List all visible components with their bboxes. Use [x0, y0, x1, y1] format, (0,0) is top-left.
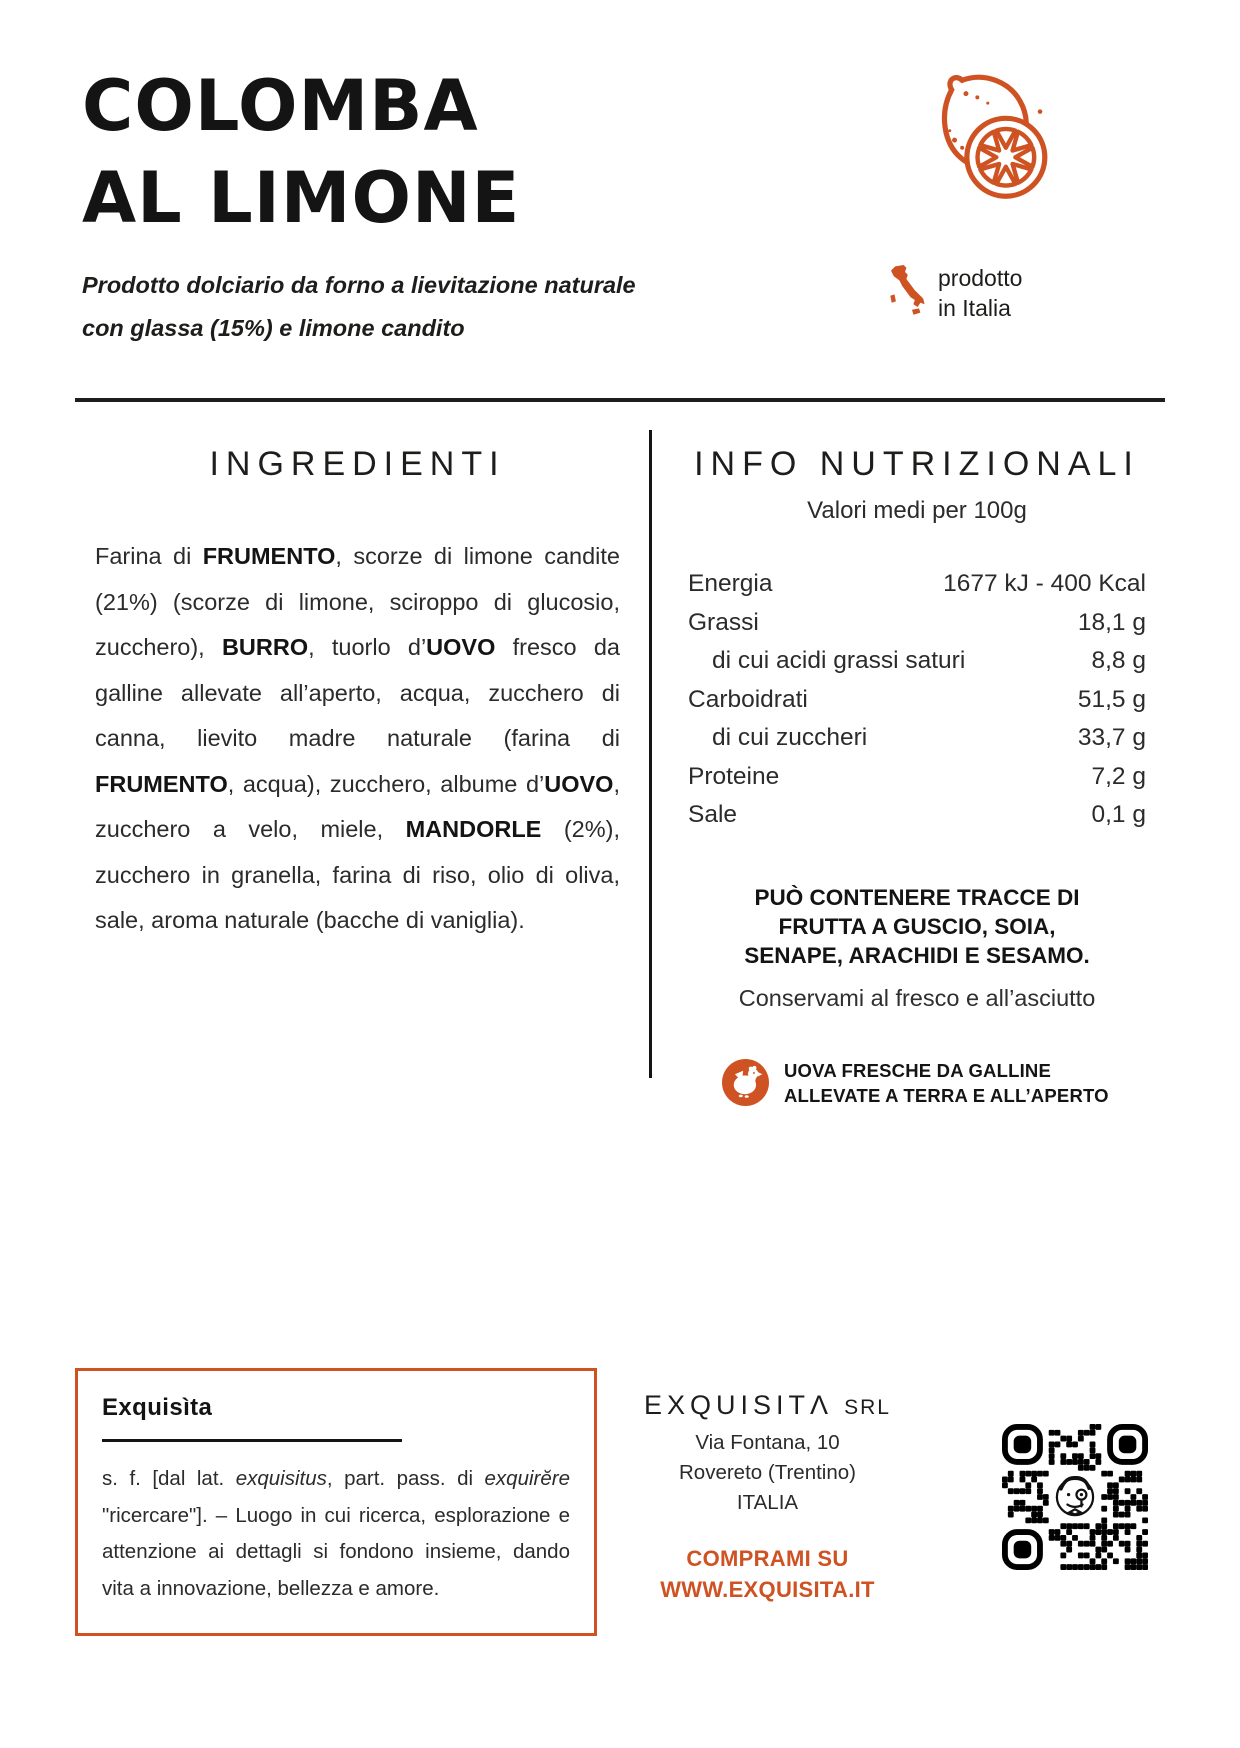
- nutrition-value: 18,1 g: [1077, 608, 1146, 636]
- column-divider: [649, 430, 652, 1078]
- company-logo: [615, 1390, 920, 1421]
- brand-definition-box: [75, 1368, 597, 1636]
- nutrition-label: di cui acidi grassi saturi: [712, 647, 966, 674]
- nutrition-label: Grassi: [688, 608, 759, 636]
- nutrition-label: Sale: [688, 801, 738, 828]
- made-in-italy-label: prodotto in Italia: [938, 265, 1023, 321]
- nutrition-row-carboidrati: [688, 681, 1146, 720]
- company-legal-suffix: SRL: [844, 1396, 891, 1419]
- nutrition-row-sale: [688, 796, 1146, 835]
- company-address: Via Fontana, 10 Rovereto (Trentino) ITALIA: [679, 1431, 856, 1514]
- definition-underline: [102, 1439, 402, 1442]
- fresh-eggs-claim: [722, 1058, 1146, 1108]
- nutrition-value: 0,1 g: [1091, 801, 1146, 828]
- nutrition-value: 33,7 g: [1077, 724, 1146, 751]
- nutrition-value: 8,8 g: [1091, 647, 1146, 674]
- nutrition-label: Carboidrati: [688, 685, 808, 713]
- allergen-warning: PUÒ CONTENERE TRACCE DI FRUTTA A GUSCIO, SOIA, SENAPE, ARACHIDI E SESAMO.: [744, 884, 1090, 968]
- made-in-italy-badge: [884, 263, 1022, 323]
- page-title: COLOMBA AL LIMONE: [82, 65, 521, 239]
- buy-cta: [615, 1543, 920, 1605]
- nutrition-value: 51,5 g: [1077, 685, 1146, 713]
- lemon-icon: [908, 68, 1060, 218]
- header-divider: [75, 398, 1165, 402]
- nutrition-row-saturi: [688, 642, 1146, 681]
- nutrition-value: 1677 kJ - 400 Kcal: [943, 570, 1146, 597]
- product-description: Prodotto dolciario da forno a lievitazione naturale con glassa (15%) e limone candito: [82, 272, 636, 341]
- website-link[interactable]: WWW.EXQUISITA.IT: [660, 1577, 875, 1602]
- nutrition-table: [688, 565, 1146, 835]
- brand-definition-text: s. f. [dal lat. exquisitus, part. pass. di exquirĕre "ricercare"]. – Luogo in cui ricerca, esplorazione e attenzione ai dettagli si fondono insieme, dando vita a innovazione, bellezza e amore.: [102, 1467, 570, 1600]
- company-info: [615, 1390, 920, 1605]
- ingredients-heading: INGREDIENTI: [209, 445, 506, 483]
- buy-cta-text: COMPRAMI SU: [686, 1546, 849, 1571]
- qr-code: [1002, 1424, 1148, 1570]
- nutrition-label: Proteine: [688, 762, 780, 790]
- ingredients-paragraph: Farina di FRUMENTO, scorze di limone candite (21%) (scorze di limone, sciroppo di glucosio, zucchero), BURRO, tuorlo d’UOVO fresco da galline allevate all’aperto, acqua, zucchero di canna, lievito madre naturale (farina di FRUMENTO, acqua), zucchero, albume d’UOVO, zucchero a velo, miele, MANDORLE (2%), zucchero in granella, farina di riso, olio di oliva, sale, aroma naturale (bacche di vaniglia).: [95, 543, 621, 933]
- ingredients-section: [95, 445, 620, 944]
- nutrition-row-zuccheri: [688, 719, 1146, 758]
- nutrition-row-energia: [688, 565, 1146, 604]
- nutrition-label: Energia: [688, 570, 773, 597]
- hen-icon: [722, 1059, 769, 1106]
- nutrition-subheading: Valori medi per 100g: [807, 497, 1027, 524]
- nutrition-section: [688, 445, 1146, 1108]
- fresh-eggs-label: UOVA FRESCHE DA GALLINE ALLEVATE A TERRA E ALL’APERTO: [784, 1059, 1109, 1106]
- nutrition-row-proteine: [688, 758, 1146, 797]
- storage-note: Conservami al fresco e all’asciutto: [738, 984, 1096, 1011]
- brand-word: Exquisìta: [102, 1394, 213, 1421]
- nutrition-row-grassi: [688, 604, 1146, 643]
- italy-map-icon: [884, 264, 926, 322]
- nutrition-value: 7,2 g: [1091, 762, 1146, 790]
- company-logo-text: EXQUISITΛ: [644, 1390, 832, 1420]
- nutrition-heading: INFO NUTRIZIONALI: [694, 445, 1140, 483]
- nutrition-label: di cui zuccheri: [712, 724, 868, 751]
